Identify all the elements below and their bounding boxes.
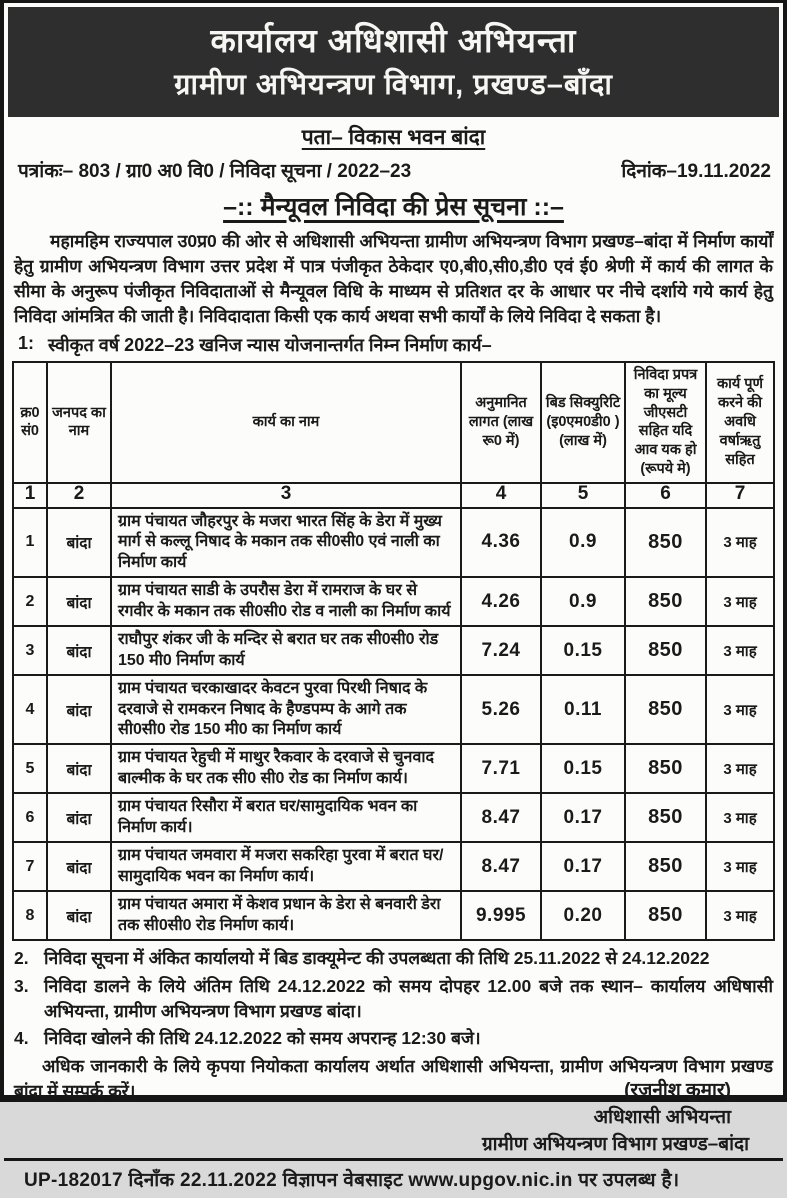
column-number-6: 6	[625, 483, 706, 508]
cell-work: ग्राम पंचायत जमवारा में मजरा सकरिहा पुरवा में बरात घर/सामुदायिक भवन का निर्माण कार्य।	[111, 842, 461, 891]
note-item-2	[14, 946, 773, 971]
cell-form-price: 850	[625, 891, 706, 940]
cell-period: 3 माह	[706, 675, 774, 744]
letter-number: पत्रांकः– 803 / ग्रा0 अ0 वि0 / निविदा सूचना / 2022–23	[18, 161, 412, 183]
note-text: निविदा डालने के लिये अंतिम तिथि 24.12.2022 को समय दोपहर 12.00 बजे तक स्थान– कार्यालय अधिषासी अभियन्ता, ग्रामीण अभियन्त्रण विभाग प्रखण्ड बांदा।	[44, 975, 773, 1021]
cell-cost: 7.71	[461, 744, 541, 793]
column-header-7: कार्य पूर्ण करने की अवधि वर्षाऋतु सहित	[706, 362, 774, 483]
note-item-4	[14, 1026, 773, 1051]
cell-form-price: 850	[625, 793, 706, 842]
column-header-5: बिड सिक्युरिटि (इ0एम0डी0 ) (लाख में)	[541, 362, 625, 483]
table-row	[13, 626, 774, 675]
cell-period: 3 माह	[706, 508, 774, 577]
cell-district: बांदा	[47, 842, 111, 891]
column-number-7: 7	[706, 483, 774, 508]
table-row	[13, 675, 774, 744]
cell-form-price: 850	[625, 842, 706, 891]
cell-bid-security: 0.15	[541, 744, 625, 793]
reference-row	[18, 157, 771, 183]
publication-info: UP-182017 दिनाँक 22.11.2022 विज्ञापन वेबसाइट www.upgov.nic.in पर उपलब्ध है।	[24, 1170, 680, 1192]
table-row	[13, 577, 774, 626]
cell-cost: 4.26	[461, 577, 541, 626]
cell-bid-security: 0.11	[541, 675, 625, 744]
cell-work: ग्राम पंचायत चरकाखादर केवटन पुरवा पिरथी निषाद के दरवाजे से रामकरन निषाद के हैण्डपम्प के आगे तक सी0सी0 रोड 150 मी0 का निर्माण कार्य	[111, 675, 461, 744]
cell-work: ग्राम पंचायत जौहरपुर के मजरा भारत सिंह के डेरा में मुख्य मार्ग से कल्लू निषाद के मकान तक सी0सी0 एवं नाली का निर्माण कार्य	[111, 508, 461, 577]
cell-bid-security: 0.9	[541, 508, 625, 577]
signatory-department: ग्रामीण अभियन्त्रण विभाग प्रखण्ड–बांदा	[481, 1133, 749, 1155]
cell-bid-security: 0.9	[541, 577, 625, 626]
intro-paragraph: महामहिम राज्यपाल उ0प्र0 की ओर से अधिशासी अभियन्ता ग्रामीण अभियन्त्रण विभाग प्रखण्ड–बांदा में निर्माण कार्यों हेतु ग्रामीण अभियन्त्रण विभाग उत्तर प्रदेश में पात्र पंजीकृत ठेकेदार ए0,बी0,सी0,डी0 एवं ई0 श्रेणी में कार्य की लागत के सीमा के अनुरूप पंजीकृत निविदाताओं से मैन्यूवल विधि के माध्यम से प्रतिशत दर के आधार पर नीचे दर्शाये गये कार्य हेतु निविदा आंमत्रित की जाती है। निविदादाता किसी एक कार्य अथवा सभी कार्यों के लिये निविदा दे सकता है।	[14, 231, 773, 326]
cell-bid-security: 0.20	[541, 891, 625, 940]
cell-form-price: 850	[625, 626, 706, 675]
cell-sno: 6	[13, 793, 47, 842]
cell-district: बांदा	[47, 508, 111, 577]
table-row	[13, 508, 774, 577]
letter-date: दिनांक–19.11.2022	[621, 161, 771, 183]
cell-cost: 8.47	[461, 842, 541, 891]
office-title: कार्यालय अधिशासी अभियन्ता	[210, 22, 577, 59]
cell-period: 3 माह	[706, 793, 774, 842]
column-header-4: अनुमानित लागत (लाख रू0 में)	[461, 362, 541, 483]
cell-period: 3 माह	[706, 626, 774, 675]
scheme-number: 1:	[18, 332, 35, 353]
works-table	[12, 361, 775, 941]
cell-work: ग्राम पंचायत साडी के उपरौस डेरा में रामराज के घर से रगवीर के मकान तक सी0सी0 रोड व नाली का निर्माण कार्य	[111, 577, 461, 626]
cell-form-price: 850	[625, 508, 706, 577]
column-header-6: निविदा प्रपत्र का मूल्य जीएसटी सहित यदि आव यक हो (रूपये मे)	[625, 362, 706, 483]
column-header-1: क्र0 सं0	[13, 362, 47, 483]
cell-district: बांदा	[47, 577, 111, 626]
cell-form-price: 850	[625, 577, 706, 626]
column-number-4: 4	[461, 483, 541, 508]
cell-form-price: 850	[625, 675, 706, 744]
cell-sno: 7	[13, 842, 47, 891]
cell-district: बांदा	[47, 744, 111, 793]
scheme-line	[18, 333, 775, 357]
cell-period: 3 माह	[706, 891, 774, 940]
department-title: ग्रामीण अभियन्त्रण विभाग, प्रखण्ड–बाँदा	[174, 68, 613, 101]
cell-work: ग्राम पंचायत रेहुची में माथुर रैकवार के दरवाजे से चुनवाद बाल्मीक के घर तक सी0 सी0 रोड का निर्माण कार्य।	[111, 744, 461, 793]
column-number-5: 5	[541, 483, 625, 508]
note-number: 2.	[14, 948, 29, 969]
scheme-text: स्वीकृत वर्ष 2022–23 खनिज न्यास योजनान्तर्गत निम्न निर्माण कार्य–	[48, 334, 492, 355]
signatory-title: अधिशासी अभियन्ता	[593, 1107, 731, 1129]
cell-work: राघौपुर शंकर जी के मन्दिर से बरात घर तक सी0सी0 रोड 150 मी0 निर्माण कार्य	[111, 626, 461, 675]
table-row	[13, 793, 774, 842]
cell-sno: 8	[13, 891, 47, 940]
press-notice-title: –:: मैन्यूवल निविदा की प्रेस सूचना ::–	[223, 193, 564, 222]
note-text: निविदा खोलने की तिथि 24.12.2022 को समय अपरान्ह 12:30 बजे।	[44, 1028, 481, 1049]
footer-bar	[4, 1158, 783, 1198]
column-number-row	[13, 483, 774, 508]
signatory-name: (रजनीश कुमार)	[624, 1080, 731, 1102]
cell-sno: 4	[13, 675, 47, 744]
cell-bid-security: 0.17	[541, 842, 625, 891]
column-number-1: 1	[13, 483, 47, 508]
contact-note: अधिक जानकारी के लिये कृपया नियोकता कार्यालय अर्थात अधिशासी अभियन्ता, ग्रामीण अभियन्त्रण विभाग प्रखण्ड बांदा में सम्पर्क करें।	[14, 1055, 773, 1102]
cell-cost: 8.47	[461, 793, 541, 842]
column-number-2: 2	[47, 483, 111, 508]
column-header-3: कार्य का नाम	[111, 362, 461, 483]
cell-work: ग्राम पंचायत अमारा में केशव प्रधान के डेरा से बनवारी डेरा तक सी0सी0 रोड निर्माण कार्य।	[111, 891, 461, 940]
masthead	[8, 7, 779, 117]
cell-sno: 5	[13, 744, 47, 793]
cell-form-price: 850	[625, 744, 706, 793]
note-item-3	[14, 974, 773, 1025]
table-header-row	[13, 362, 774, 483]
table-row	[13, 891, 774, 940]
cell-district: बांदा	[47, 793, 111, 842]
cell-period: 3 माह	[706, 842, 774, 891]
cell-work: ग्राम पंचायत रिसौरा में बरात घर/सामुदायिक भवन का निर्माण कार्य।	[111, 793, 461, 842]
document-body	[4, 117, 783, 1158]
cell-cost: 9.995	[461, 891, 541, 940]
column-header-2: जनपद का नाम	[47, 362, 111, 483]
cell-cost: 5.26	[461, 675, 541, 744]
cell-period: 3 माह	[706, 744, 774, 793]
note-number: 3.	[14, 975, 29, 996]
table-row	[13, 842, 774, 891]
note-number: 4.	[14, 1028, 29, 1049]
cell-sno: 3	[13, 626, 47, 675]
cell-sno: 1	[13, 508, 47, 577]
cell-district: बांदा	[47, 675, 111, 744]
cell-district: बांदा	[47, 626, 111, 675]
address-line: पता– विकास भवन बांदा	[301, 126, 486, 150]
cell-district: बांदा	[47, 891, 111, 940]
cell-bid-security: 0.17	[541, 793, 625, 842]
cell-cost: 4.36	[461, 508, 541, 577]
note-text: निविदा सूचना में अंकित कार्यालयो में बिड डाक्यूमेन्ट की उपलब्धता की तिथि 25.11.2022 से 24.12.2022	[44, 948, 710, 969]
table-row	[13, 744, 774, 793]
notes-list	[14, 946, 773, 1052]
cell-cost: 7.24	[461, 626, 541, 675]
column-number-3: 3	[111, 483, 461, 508]
cell-bid-security: 0.15	[541, 626, 625, 675]
cell-period: 3 माह	[706, 577, 774, 626]
cell-sno: 2	[13, 577, 47, 626]
